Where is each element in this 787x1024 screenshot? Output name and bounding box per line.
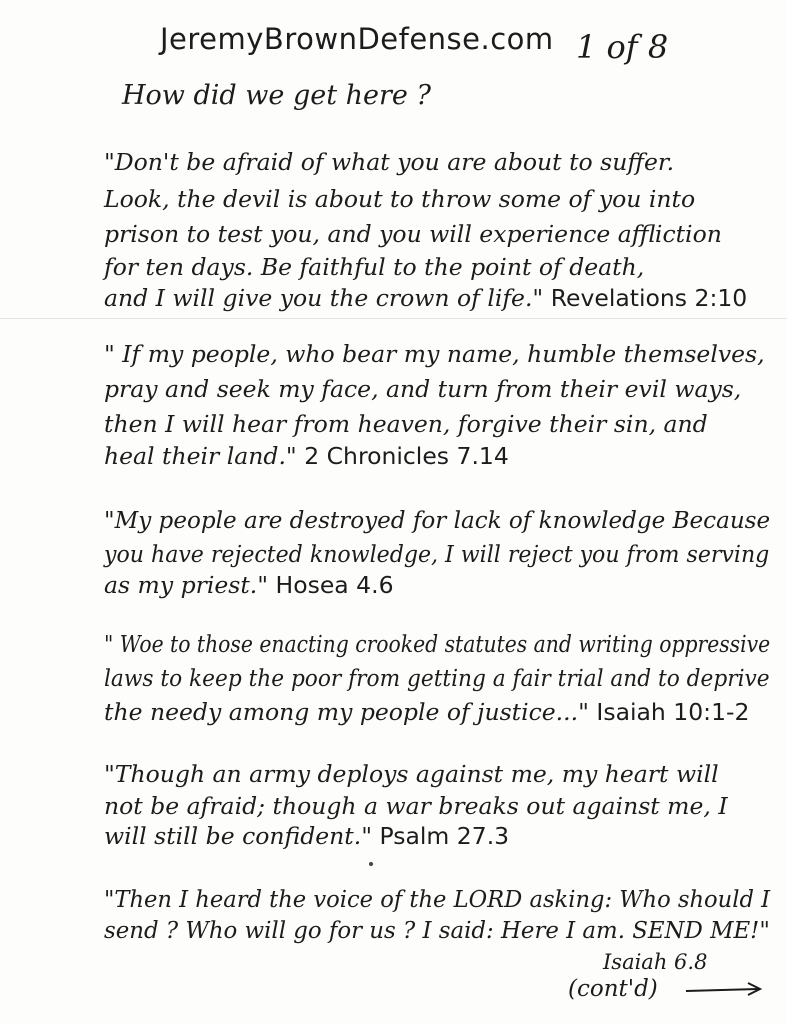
- quote-1-line-5: [104, 284, 747, 312]
- quote-2-citation: 2 Chronicles 7.14: [304, 442, 509, 470]
- quote-3-text-end: as my priest.": [104, 571, 269, 599]
- quote-1-line-1: "Don't be afraid of what you are about to suffer.: [104, 148, 675, 176]
- continued-label: (cont'd): [568, 976, 658, 1002]
- quote-1-line-4: for ten days. Be faithful to the point of death,: [104, 253, 645, 281]
- quote-1-text-end: and I will give you the crown of life.": [104, 284, 544, 312]
- site-name: JeremyBrownDefense.com: [160, 22, 554, 56]
- quote-3-citation: Hosea 4.6: [275, 571, 394, 599]
- fold-line: [0, 318, 787, 319]
- quote-1-citation: Revelations 2:10: [550, 284, 748, 312]
- quote-6-line-1: "Then I heard the voice of the LORD asking: Who should I: [104, 885, 771, 913]
- quote-4-citation: Isaiah 10:1-2: [596, 698, 750, 726]
- quote-3-line-1: "My people are destroyed for lack of knowledge Because: [104, 506, 771, 534]
- quote-2-line-2: pray and seek my face, and turn from their evil ways,: [104, 375, 742, 403]
- quote-5-line-1: "Though an army deploys against me, my heart will: [104, 760, 719, 788]
- quote-2-line-1: " If my people, who bear my name, humble themselves,: [104, 340, 765, 368]
- quote-4-line-1: " Woe to those enacting crooked statutes and writing oppressive: [104, 630, 771, 658]
- quote-1-line-2: Look, the devil is about to throw some of you into: [104, 185, 696, 213]
- quote-5-text-end: will still be confident.": [104, 822, 373, 850]
- quote-5-line-2: not be afraid; though a war breaks out against me, I: [104, 792, 728, 820]
- quote-5-line-3: [104, 822, 509, 850]
- ink-dot: [369, 862, 373, 866]
- quote-2-line-3: then I will hear from heaven, forgive their sin, and: [104, 410, 708, 438]
- quote-5-citation: Psalm 27.3: [379, 822, 510, 850]
- quote-3-line-2: you have rejected knowledge, I will reject you from serving: [104, 540, 770, 568]
- quote-6-citation: Isaiah 6.8: [603, 950, 708, 974]
- quote-3-line-3: [104, 571, 394, 599]
- quote-2-text-end: heal their land.": [104, 442, 297, 470]
- quote-4-text-end: the needy among my people of justice...": [104, 698, 589, 726]
- quote-4-line-2: laws to keep the poor from getting a fair trial and to deprive: [104, 664, 770, 692]
- quote-6-line-2: send ? Who will go for us ? I said: Here I am. SEND ME!": [104, 916, 770, 944]
- page-number: 1 of 8: [576, 28, 669, 66]
- right-arrow-icon: [684, 978, 764, 1002]
- page-heading: How did we get here ?: [122, 80, 431, 111]
- quote-4-line-3: [104, 698, 749, 726]
- quote-2-line-4: [104, 442, 509, 470]
- quote-1-line-3: prison to test you, and you will experience affliction: [104, 220, 722, 248]
